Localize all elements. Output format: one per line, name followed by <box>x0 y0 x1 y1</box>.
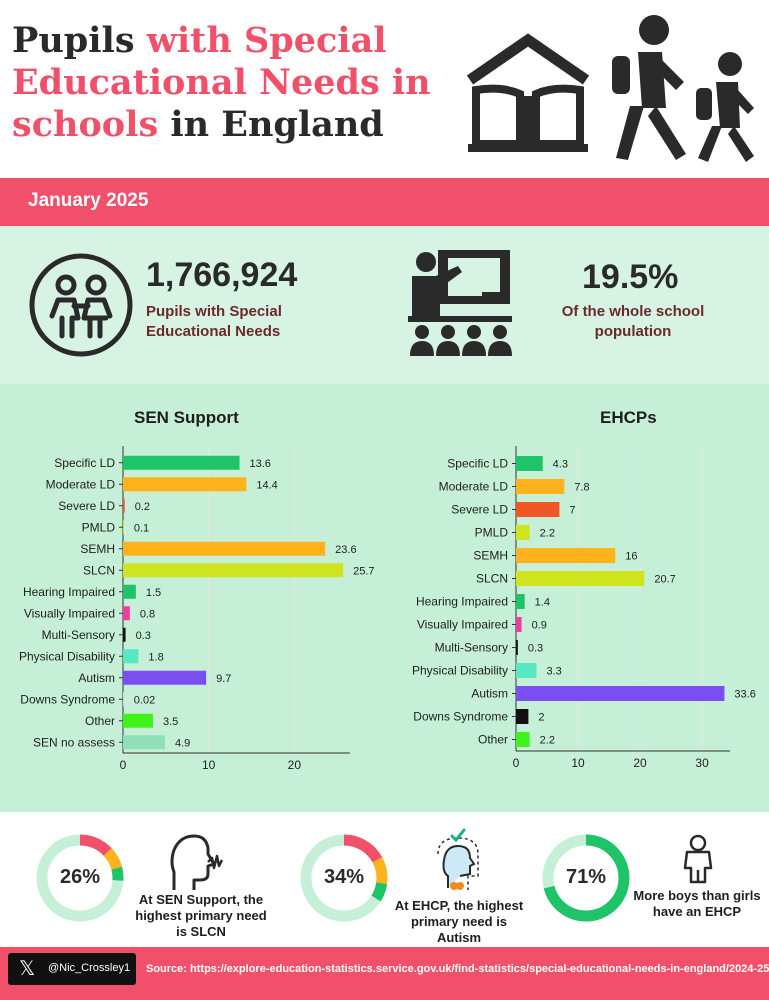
category-label: SEMH <box>473 548 508 563</box>
bar <box>516 456 543 471</box>
boys-percent: 71% <box>565 866 607 888</box>
category-label: Specific LD <box>447 456 508 471</box>
category-label: Moderate LD <box>438 479 508 494</box>
category-label: Physical Disability <box>411 663 508 678</box>
category-label: Multi-Sensory <box>41 627 115 642</box>
bar <box>123 735 165 749</box>
value-label: 0.2 <box>134 500 151 513</box>
sen-support-chart <box>0 444 375 784</box>
sen-support-fact: At SEN Support, the highest primary need is SLCN <box>135 892 267 939</box>
bar <box>123 714 153 728</box>
x-tick-label: 20 <box>287 758 302 772</box>
ehcp-chart <box>380 444 765 784</box>
x-logo-icon: 𝕏 <box>18 958 36 980</box>
x-tick-label: 30 <box>695 756 709 770</box>
value-label: 14.4 <box>256 479 278 492</box>
value-label: 1.8 <box>148 651 164 664</box>
bar <box>516 617 522 632</box>
value-label: 4.3 <box>552 458 568 471</box>
title-text-1: Pupils <box>12 20 147 61</box>
category-label: Downs Syndrome <box>20 692 115 707</box>
sen-support-percent: 26% <box>59 866 101 888</box>
header <box>0 0 769 178</box>
category-label: Autism <box>78 670 115 685</box>
value-label: 0.3 <box>527 642 544 655</box>
ehcp-fact: At EHCP, the highest primary need is Autism <box>394 898 524 945</box>
bar <box>123 499 125 513</box>
value-label: 4.9 <box>174 737 191 750</box>
percent-value: 19.5% <box>582 258 679 296</box>
bar <box>516 663 536 678</box>
bar <box>516 640 518 655</box>
bar <box>516 571 644 586</box>
category-label: Severe LD <box>451 502 508 517</box>
title-text-2: in England <box>158 104 384 145</box>
x-tick-label: 0 <box>119 758 127 772</box>
speaking-head-icon <box>168 832 224 892</box>
book-icon <box>462 32 594 162</box>
page-title <box>12 20 442 146</box>
date-banner <box>0 178 769 226</box>
x-tick-label: 0 <box>512 756 520 770</box>
children-circle-icon <box>28 252 134 358</box>
value-label: 0.02 <box>133 694 156 707</box>
category-label: Multi-Sensory <box>434 640 508 655</box>
boy-icon <box>680 834 716 884</box>
value-label: 0.1 <box>133 522 150 535</box>
bar <box>123 606 130 620</box>
sen-support-chart-title: SEN Support <box>134 408 239 427</box>
bar <box>516 502 559 517</box>
bar <box>516 686 724 701</box>
stats-panel <box>0 226 769 384</box>
value-label: 7.8 <box>574 481 590 494</box>
bar <box>123 649 138 663</box>
value-label: 1.5 <box>145 586 162 599</box>
value-label: 9.7 <box>216 672 232 685</box>
value-label: 0.3 <box>135 629 151 642</box>
date-label: January 2025 <box>28 190 149 211</box>
category-label: PMLD <box>474 525 508 540</box>
charts-panel <box>0 384 769 812</box>
bar <box>123 585 136 599</box>
walking-child-icon <box>694 50 760 166</box>
ehcp-percent: 34% <box>323 866 365 888</box>
value-label: 16 <box>625 550 638 563</box>
category-label: Moderate LD <box>45 477 115 492</box>
pupils-count: 1,766,924 <box>146 256 298 294</box>
category-label: SLCN <box>475 571 508 586</box>
percent-label: Of the whole school population <box>561 303 705 340</box>
title-highlight: with Special Educational Needs in schools <box>12 20 431 145</box>
facts-panel <box>0 812 769 947</box>
bar <box>516 594 525 609</box>
bar <box>123 542 325 556</box>
category-label: Hearing Impaired <box>22 584 115 599</box>
value-label: 23.6 <box>335 543 357 556</box>
source-line <box>146 963 769 975</box>
value-label: 25.7 <box>353 565 375 578</box>
value-label: 33.6 <box>734 688 756 701</box>
value-label: 0.9 <box>531 619 547 632</box>
bar <box>123 520 124 534</box>
walking-adult-icon <box>604 12 696 164</box>
x-tick-label: 20 <box>633 756 647 770</box>
value-label: 2 <box>538 711 545 724</box>
value-label: 7 <box>569 504 576 517</box>
value-label: 2.2 <box>539 527 555 540</box>
category-label: Hearing Impaired <box>415 594 508 609</box>
value-label: 20.7 <box>654 573 676 586</box>
category-label: Severe LD <box>58 498 115 513</box>
bar <box>123 456 239 470</box>
category-label: SLCN <box>82 563 115 578</box>
category-label: Other <box>84 713 115 728</box>
bar <box>123 477 246 491</box>
value-label: 13.6 <box>249 457 271 470</box>
category-label: Specific LD <box>54 455 115 470</box>
bar <box>516 479 564 494</box>
x-tick-label: 10 <box>571 756 585 770</box>
bar <box>516 709 528 724</box>
category-label: Downs Syndrome <box>413 709 508 724</box>
x-tick-label: 10 <box>201 758 216 772</box>
source-label: Source: <box>146 963 187 975</box>
value-label: 3.3 <box>546 665 562 678</box>
bar <box>123 628 126 642</box>
bar <box>516 525 530 540</box>
social-handle: @Nic_Crossley1 <box>48 962 131 974</box>
value-label: 2.2 <box>539 734 555 747</box>
bar <box>123 692 124 706</box>
classroom-icon <box>408 248 512 356</box>
category-label: Other <box>477 732 508 747</box>
category-label: SEMH <box>80 541 115 556</box>
ehcp-chart-title: EHCPs <box>600 408 657 427</box>
category-label: Visually Impaired <box>416 617 508 632</box>
value-label: 0.8 <box>139 608 156 621</box>
bar <box>123 563 343 577</box>
value-label: 1.4 <box>534 596 550 609</box>
category-label: Autism <box>471 686 508 701</box>
pupils-label: Pupils with Special Educational Needs <box>146 303 282 340</box>
x-handle-badge[interactable] <box>8 953 136 985</box>
footer <box>0 947 769 1000</box>
category-label: SEN no assess <box>32 735 115 750</box>
source-link[interactable]: https://explore-education-statistics.service.gov.uk/find-statistics/special-educational-needs-in-england/2024-25 <box>190 963 769 975</box>
bar <box>123 671 206 685</box>
head-puzzle-icon <box>430 824 486 892</box>
category-label: Physical Disability <box>18 649 115 664</box>
value-label: 3.5 <box>162 715 179 728</box>
boys-fact: More boys than girls have an EHCP <box>633 888 761 919</box>
category-label: PMLD <box>81 520 115 535</box>
category-label: Visually Impaired <box>23 606 115 621</box>
bar <box>516 732 530 747</box>
bar <box>516 548 615 563</box>
